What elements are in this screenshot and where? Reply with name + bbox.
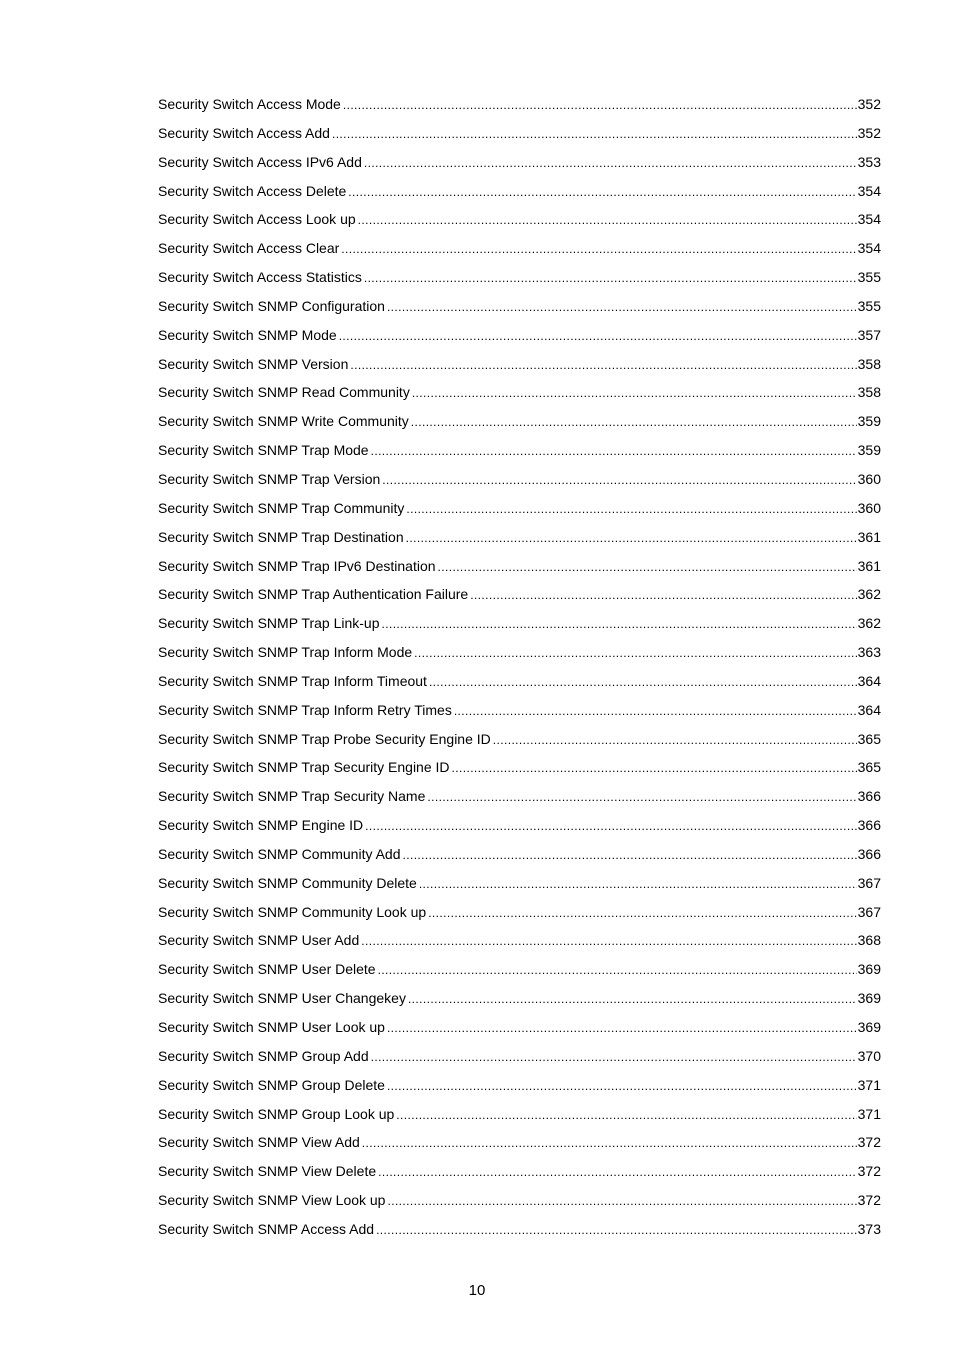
toc-entry[interactable]: [158, 556, 881, 585]
toc-entry[interactable]: [158, 354, 881, 383]
toc-entry-page: 366: [857, 845, 881, 862]
toc-entry-title: Security Switch SNMP User Changekey: [158, 990, 406, 1007]
toc-dot-leader: [358, 210, 857, 230]
toc-entry[interactable]: [158, 729, 881, 758]
toc-dot-leader: [382, 470, 856, 490]
toc-entry-title: Security Switch SNMP Trap Authentication Failure: [158, 586, 469, 603]
toc-entry-title: Security Switch SNMP Trap Inform Mode: [158, 644, 413, 661]
toc-entry[interactable]: [158, 527, 881, 556]
toc-dot-leader: [387, 297, 857, 317]
toc-entry-page: 367: [857, 903, 881, 920]
toc-entry-title: Security Switch SNMP Trap Security Engine ID: [158, 759, 450, 776]
toc-entry[interactable]: [158, 902, 881, 931]
toc-entry[interactable]: [158, 1017, 881, 1046]
toc-entry-page: 358: [857, 355, 881, 372]
toc-entry-page: 352: [857, 124, 881, 141]
toc-dot-leader: [396, 1105, 856, 1125]
toc-entry[interactable]: [158, 786, 881, 815]
toc-entry-title: Security Switch SNMP Version: [158, 355, 349, 372]
toc-entry[interactable]: [158, 873, 881, 902]
toc-dot-leader: [428, 903, 856, 923]
toc-entry-page: 367: [857, 874, 881, 891]
toc-entry-page: 355: [857, 297, 881, 314]
toc-dot-leader: [364, 268, 857, 288]
toc-entry-page: 358: [857, 384, 881, 401]
toc-entry-title: Security Switch Access Mode: [158, 96, 341, 112]
toc-dot-leader: [406, 499, 856, 519]
toc-dot-leader: [452, 758, 857, 778]
toc-entry[interactable]: [158, 642, 881, 671]
toc-entry-page: 369: [857, 961, 881, 978]
toc-entry[interactable]: [158, 613, 881, 642]
toc-entry[interactable]: [158, 757, 881, 786]
toc-entry-page: 360: [857, 470, 881, 487]
toc-entry-page: 357: [857, 326, 881, 343]
toc-entry-page: 354: [857, 211, 881, 228]
toc-dot-leader: [414, 643, 856, 663]
toc-dot-leader: [438, 557, 857, 577]
toc-entry-title: Security Switch SNMP User Look up: [158, 1019, 385, 1035]
toc-entry[interactable]: [158, 1046, 881, 1075]
toc-entry-page: 370: [857, 1047, 881, 1064]
toc-entry-title: Security Switch SNMP Community Delete: [158, 874, 417, 891]
toc-entry-title: Security Switch SNMP Trap Destination: [158, 528, 404, 545]
toc-entry-title: Security Switch SNMP View Look up: [158, 1192, 386, 1209]
toc-dot-leader: [332, 124, 857, 144]
toc-dot-leader: [387, 1191, 856, 1211]
toc-entry-title: Security Switch Access Statistics: [158, 269, 362, 286]
toc-dot-leader: [454, 701, 857, 721]
toc-entry-page: 355: [857, 269, 881, 286]
toc-entry[interactable]: [158, 700, 881, 729]
toc-entry[interactable]: [158, 1132, 881, 1161]
toc-entry-title: Security Switch Access Delete: [158, 182, 347, 199]
toc-entry-page: 354: [857, 182, 881, 199]
toc-dot-leader: [419, 874, 857, 894]
toc-entry-page: 373: [857, 1220, 881, 1237]
toc-entry-page: 353: [857, 153, 881, 170]
toc-entry[interactable]: [158, 94, 881, 123]
toc-entry-page: 363: [857, 644, 881, 661]
toc-entry-page: 352: [857, 96, 881, 112]
toc-entry-page: 371: [857, 1076, 881, 1093]
toc-dot-leader: [429, 672, 857, 692]
toc-entry[interactable]: [158, 411, 881, 440]
toc-entry-page: 368: [857, 932, 881, 949]
toc-dot-leader: [493, 730, 857, 750]
toc-entry-page: 361: [857, 528, 881, 545]
toc-entry-title: Security Switch SNMP Trap Inform Timeout: [158, 672, 427, 689]
toc-entry-page: 369: [857, 1019, 881, 1035]
toc-entry[interactable]: [158, 1161, 881, 1190]
toc-entry-title: Security Switch SNMP Write Community: [158, 413, 409, 430]
toc-dot-leader: [362, 1133, 857, 1153]
toc-entry-title: Security Switch SNMP View Add: [158, 1134, 360, 1151]
toc-entry[interactable]: [158, 152, 881, 181]
toc-dot-leader: [403, 845, 857, 865]
toc-entry-title: Security Switch SNMP Engine ID: [158, 817, 364, 834]
toc-dot-leader: [378, 1162, 857, 1182]
toc-dot-leader: [408, 989, 857, 1009]
toc-entry[interactable]: [158, 469, 881, 498]
toc-dot-leader: [365, 816, 856, 836]
toc-entry-title: Security Switch SNMP Community Look up: [158, 903, 427, 920]
toc-entry-page: 361: [857, 557, 881, 574]
toc-entry-title: Security Switch SNMP Trap IPv6 Destination: [158, 557, 436, 574]
toc-entry-title: Security Switch Access Look up: [158, 211, 356, 228]
toc-dot-leader: [350, 355, 856, 375]
toc-entry-title: Security Switch SNMP Trap Inform Retry Times: [158, 701, 452, 718]
toc-dot-leader: [361, 931, 856, 951]
toc-entry[interactable]: [158, 1190, 881, 1219]
toc-dot-leader: [382, 614, 857, 634]
toc-entry-page: 360: [857, 499, 881, 516]
toc-dot-leader: [378, 960, 857, 980]
toc-entry-title: Security Switch SNMP Trap Probe Security Engine ID: [158, 730, 491, 747]
toc-entry[interactable]: [158, 1075, 881, 1104]
toc-entry[interactable]: [158, 584, 881, 613]
toc-entry-page: 371: [857, 1105, 881, 1122]
toc-dot-leader: [387, 1076, 857, 1096]
toc-entry[interactable]: [158, 671, 881, 700]
toc-entry[interactable]: [158, 959, 881, 988]
toc-entry-title: Security Switch SNMP Read Community: [158, 384, 410, 401]
toc-entry-title: Security Switch SNMP Group Add: [158, 1047, 369, 1064]
toc-entry[interactable]: [158, 1219, 881, 1248]
toc-entry[interactable]: [158, 209, 881, 238]
toc-entry[interactable]: [158, 267, 881, 296]
page-number: 10: [468, 1282, 486, 1299]
toc-dot-leader: [341, 239, 856, 259]
toc-entry-title: Security Switch SNMP View Delete: [158, 1163, 377, 1180]
toc-dot-leader: [406, 528, 857, 548]
toc-dot-leader: [412, 383, 857, 403]
toc-entry-title: Security Switch SNMP Group Delete: [158, 1076, 385, 1093]
toc-entry[interactable]: [158, 815, 881, 844]
toc-entry-title: Security Switch Access Add: [158, 124, 330, 141]
toc-entry-title: Security Switch SNMP Trap Security Name: [158, 788, 426, 805]
toc-entry-page: 369: [857, 990, 881, 1007]
toc-entry[interactable]: [158, 296, 881, 325]
toc-entry-page: 364: [857, 701, 881, 718]
toc-entry-page: 362: [857, 586, 881, 603]
toc-entry[interactable]: [158, 238, 881, 267]
toc-dot-leader: [364, 153, 857, 173]
toc-entry-title: Security Switch SNMP User Delete: [158, 961, 376, 978]
toc-entry-page: 365: [857, 759, 881, 776]
toc-entry-title: Security Switch SNMP User Add: [158, 932, 360, 949]
toc-entry[interactable]: [158, 123, 881, 152]
toc-entry-title: Security Switch Access IPv6 Add: [158, 153, 362, 170]
toc-entry-title: Security Switch Access Clear: [158, 240, 340, 257]
toc-dot-leader: [387, 1018, 857, 1038]
toc-dot-leader: [371, 441, 857, 461]
toc-entry[interactable]: [158, 325, 881, 354]
toc-entry-page: 366: [857, 817, 881, 834]
toc-entry-title: Security Switch SNMP Community Add: [158, 845, 401, 862]
toc-entry-page: 365: [857, 730, 881, 747]
toc-entry-page: 362: [857, 615, 881, 632]
toc-dot-leader: [427, 787, 856, 807]
toc-entry-title: Security Switch SNMP Trap Community: [158, 499, 405, 516]
toc-entry-page: 372: [857, 1163, 881, 1180]
toc-entry-title: Security Switch SNMP Mode: [158, 326, 337, 343]
toc-entry-title: Security Switch SNMP Group Look up: [158, 1105, 395, 1122]
toc-entry[interactable]: [158, 382, 881, 411]
toc-entry-title: Security Switch SNMP Configuration: [158, 297, 385, 314]
toc-entry-page: 372: [857, 1134, 881, 1151]
toc-entry-page: 364: [857, 672, 881, 689]
toc-dot-leader: [339, 326, 857, 346]
toc-entry[interactable]: [158, 440, 881, 469]
toc-entry-page: 359: [857, 442, 881, 459]
toc-entry-title: Security Switch SNMP Trap Mode: [158, 442, 369, 459]
toc-entry-page: 372: [857, 1192, 881, 1209]
table-of-contents: [158, 94, 881, 1248]
toc-entry-page: 359: [857, 413, 881, 430]
toc-entry-title: Security Switch SNMP Trap Version: [158, 470, 381, 487]
toc-entry-title: Security Switch SNMP Trap Link-up: [158, 615, 380, 632]
toc-entry[interactable]: [158, 498, 881, 527]
toc-entry[interactable]: [158, 1104, 881, 1133]
toc-entry-title: Security Switch SNMP Access Add: [158, 1220, 375, 1237]
toc-dot-leader: [343, 95, 857, 115]
toc-dot-leader: [411, 412, 857, 432]
toc-entry[interactable]: [158, 844, 881, 873]
toc-entry-page: 366: [857, 788, 881, 805]
toc-entry[interactable]: [158, 181, 881, 210]
toc-dot-leader: [348, 182, 856, 202]
toc-entry[interactable]: [158, 988, 881, 1017]
toc-dot-leader: [376, 1220, 857, 1240]
toc-entry-page: 354: [857, 240, 881, 257]
toc-entry[interactable]: [158, 930, 881, 959]
toc-dot-leader: [470, 585, 856, 605]
toc-dot-leader: [371, 1047, 857, 1067]
